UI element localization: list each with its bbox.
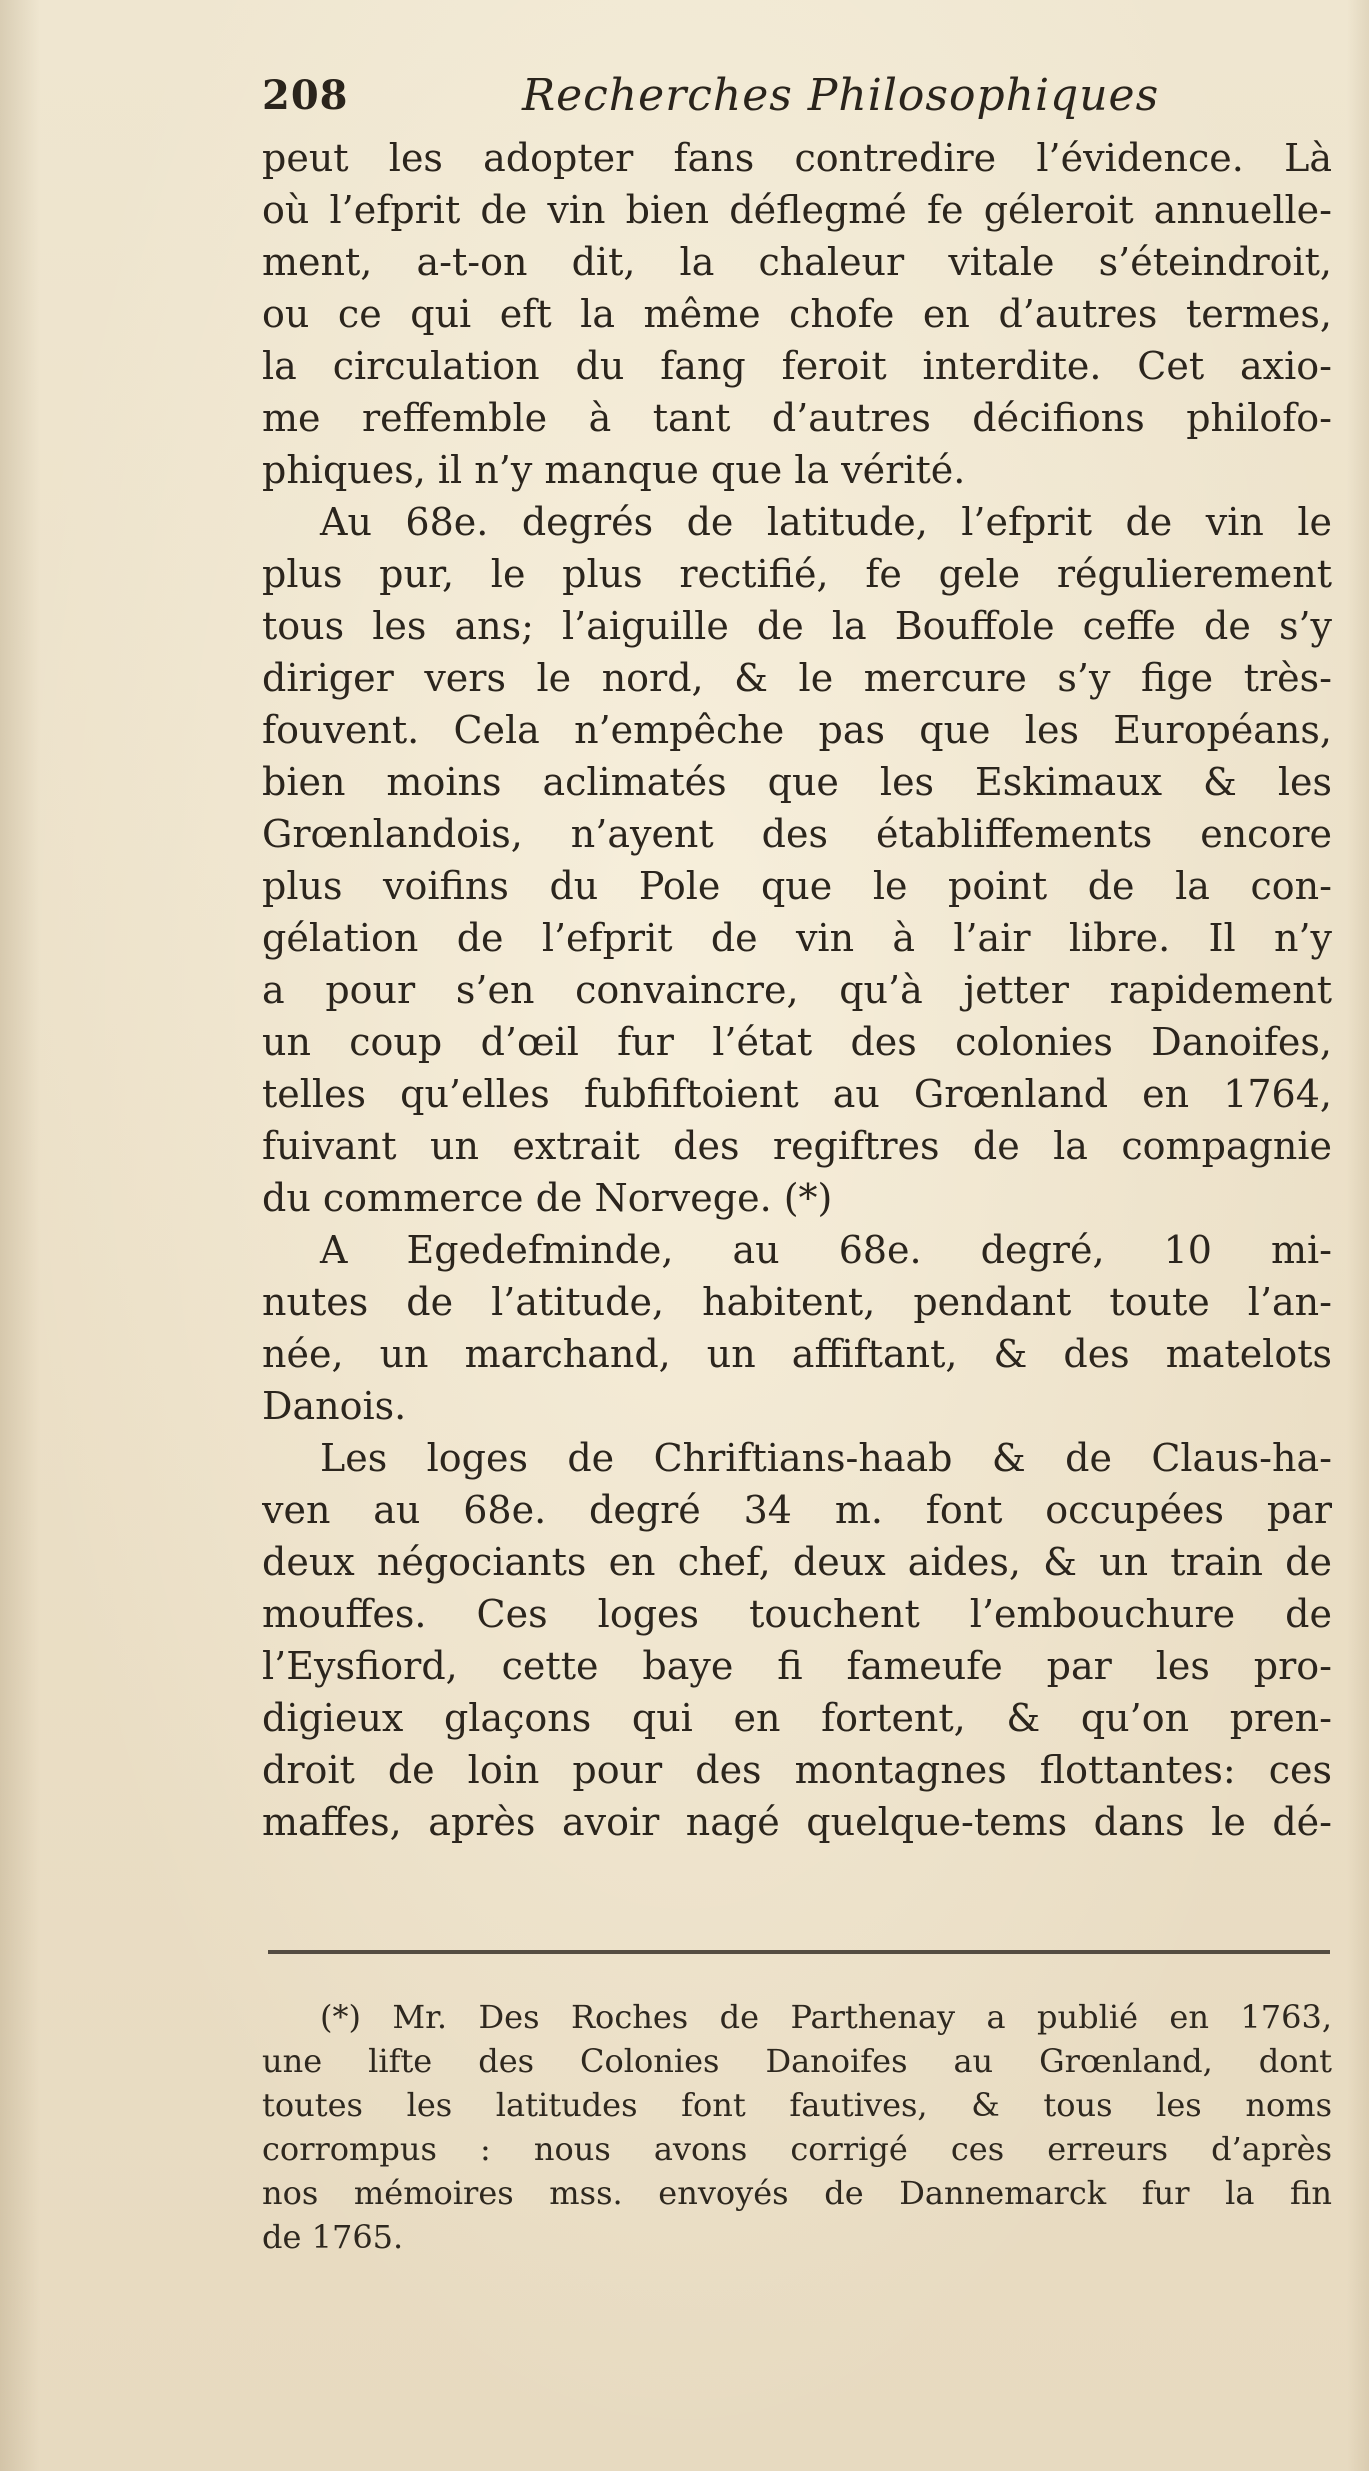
text-line: maffes, après avoir nagé quelque-tems dans le dé-: [262, 1800, 1332, 1844]
text-line: gélation de l’efprit de vin à l’air libre. Il n’y: [262, 916, 1332, 960]
text-line: digieux glaçons qui en fortent, & qu’on pren-: [262, 1696, 1332, 1740]
footnote: [262, 1995, 1332, 2259]
text-line: me reffemble à tant d’autres décifions philofo-: [262, 396, 1332, 440]
text-line: la circulation du fang feroit interdite. Cet axio-: [262, 344, 1332, 388]
text-line: fuivant un extrait des regiftres de la compagnie: [262, 1124, 1332, 1168]
text-line: ment, a-t-on dit, la chaleur vitale s’éteindroit,: [262, 240, 1332, 284]
text-line: phiques, il n’y manque que la vérité.: [262, 448, 966, 492]
page-number: 208: [262, 72, 349, 119]
text-line: a pour s’en convaincre, qu’à jetter rapidement: [262, 968, 1332, 1012]
text-line: fouvent. Cela n’empêche pas que les Européans,: [262, 708, 1332, 752]
text-line: où l’efprit de vin bien déflegmé fe géleroit annuelle-: [262, 188, 1332, 232]
text-line: telles qu’elles fubfiftoient au Grœnland en 1764,: [262, 1072, 1332, 1116]
text-line: du commerce de Norvege. (*): [262, 1176, 833, 1220]
footnote-line: nos mémoires mss. envoyés de Dannemarck fur la fin: [262, 2174, 1332, 2212]
text-line: plus voifins du Pole que le point de la con-: [262, 864, 1332, 908]
text-line: deux négociants en chef, deux aides, & un train de: [262, 1540, 1332, 1584]
text-line: née, un marchand, un affiftant, & des matelots: [262, 1332, 1332, 1376]
footnote-line: (*) Mr. Des Roches de Parthenay a publié en 1763,: [320, 1998, 1332, 2036]
text-line: bien moins aclimatés que les Eskimaux & les: [262, 760, 1332, 804]
body-text: [262, 132, 1332, 1848]
text-line: plus pur, le plus rectifié, fe gele régulierement: [262, 552, 1332, 596]
text-line: mouffes. Ces loges touchent l’embouchure de: [262, 1592, 1332, 1636]
text-line: un coup d’œil fur l’état des colonies Danoifes,: [262, 1020, 1332, 1064]
text-line: tous les ans; l’aiguille de la Bouffole ceffe de s’y: [262, 604, 1332, 648]
footnote-line: une lifte des Colonies Danoifes au Grœnland, dont: [262, 2042, 1332, 2080]
footnote-line: toutes les latitudes font fautives, & tous les noms: [262, 2086, 1332, 2124]
footnote-rule: [268, 1950, 1330, 1954]
text-line: l’Eysfiord, cette baye fi fameufe par les pro-: [262, 1644, 1332, 1688]
text-line: droit de loin pour des montagnes flottantes: ces: [262, 1748, 1332, 1792]
text-line: Les loges de Chriftians-haab & de Claus-ha-: [320, 1436, 1332, 1480]
running-title: Recherches Philosophiques: [522, 70, 1160, 121]
text-line: Au 68e. degrés de latitude, l’efprit de vin le: [320, 500, 1332, 544]
footnote-line: de 1765.: [262, 2218, 404, 2256]
footnote-line: corrompus : nous avons corrigé ces erreurs d’après: [262, 2130, 1332, 2168]
text-line: nutes de l’atitude, habitent, pendant toute l’an-: [262, 1280, 1332, 1324]
text-line: ven au 68e. degré 34 m. font occupées par: [262, 1488, 1332, 1532]
text-line: A Egedefminde, au 68e. degré, 10 mi-: [320, 1228, 1332, 1272]
text-line: ou ce qui eft la même chofe en d’autres termes,: [262, 292, 1332, 336]
running-head: [262, 70, 1332, 130]
text-line: peut les adopter fans contredire l’évidence. Là: [262, 136, 1332, 180]
text-line: Danois.: [262, 1384, 407, 1428]
text-line: Grœnlandois, n’ayent des établiffements encore: [262, 812, 1332, 856]
text-line: diriger vers le nord, & le mercure s’y fige très-: [262, 656, 1332, 700]
